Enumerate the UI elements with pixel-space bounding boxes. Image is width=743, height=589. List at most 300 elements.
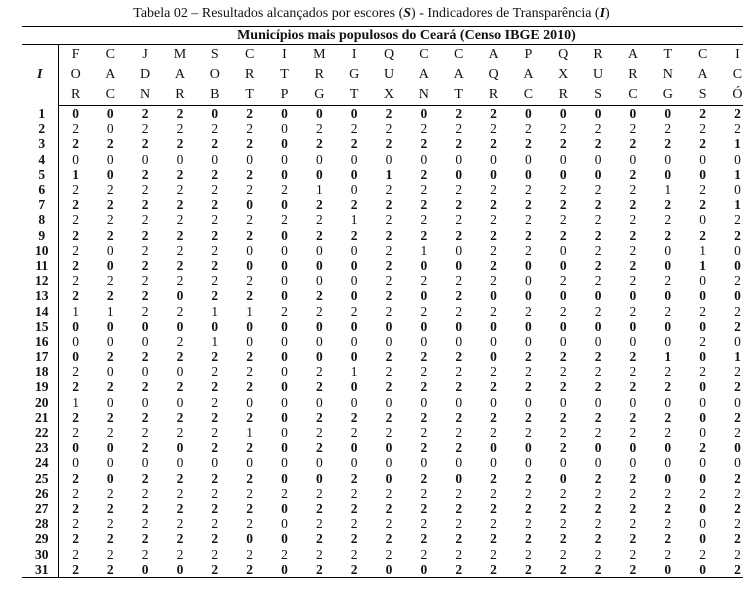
score-cell: 2	[420, 227, 428, 243]
score-cell: 2	[699, 136, 706, 152]
score-cell: 2	[350, 136, 358, 152]
column-header-letter: O	[70, 67, 81, 82]
score-cell: 2	[559, 440, 567, 456]
table-row	[22, 455, 743, 470]
score-cell: 0	[664, 166, 672, 182]
score-cell: 0	[490, 318, 497, 334]
score-cell: 2	[72, 546, 80, 562]
score-cell: 2	[141, 288, 149, 304]
column-header-letter: R	[244, 67, 255, 82]
score-cell: 2	[246, 364, 254, 380]
score-cell: 0	[525, 333, 532, 349]
indicator-number: 12	[22, 273, 58, 288]
score-cell: 1	[72, 303, 80, 319]
score-cell: 2	[455, 303, 463, 319]
score-cell: 0	[315, 455, 323, 471]
score-cell: 0	[106, 166, 114, 182]
score-cell: 0	[106, 333, 114, 349]
score-cell: 1	[211, 333, 219, 349]
score-cell: 1	[106, 303, 114, 319]
score-cell: 0	[734, 333, 741, 349]
score-cell: 0	[734, 257, 741, 273]
score-cell: 2	[350, 409, 358, 425]
score-cell: 0	[385, 318, 393, 334]
score-cell: 2	[72, 136, 80, 152]
score-cell: 2	[93, 562, 128, 578]
score-cell: 0	[106, 242, 114, 258]
score-cell: 2	[664, 379, 672, 395]
score-cell: 2	[559, 546, 567, 562]
score-cell: 0	[106, 318, 114, 334]
score-cell: 2	[629, 166, 637, 182]
score-cell: 2	[734, 516, 741, 532]
score-cell: 0	[176, 440, 184, 456]
score-cell: 2	[420, 440, 428, 456]
score-cell: 1	[699, 257, 706, 273]
score-cell: 2	[385, 364, 393, 380]
score-cell: 2	[594, 425, 602, 441]
score-cell: 2	[525, 182, 532, 198]
score-cell: 2	[246, 500, 254, 516]
score-cell: 2	[176, 333, 184, 349]
score-cell: 0	[525, 440, 532, 456]
score-cell: 2	[350, 485, 358, 501]
score-cell: 2	[525, 546, 532, 562]
table-row	[22, 182, 743, 197]
column-header-letter: N	[406, 85, 441, 106]
score-cell: 0	[72, 440, 80, 456]
score-cell: 2	[211, 182, 219, 198]
table-row	[22, 273, 743, 288]
score-cell: 2	[455, 349, 463, 365]
score-cell: 2	[594, 516, 602, 532]
column-header-letter: M	[313, 47, 326, 62]
corner-cell	[22, 27, 58, 45]
score-cell: 2	[594, 257, 602, 273]
column-header-letter: C	[697, 47, 708, 62]
score-cell: 2	[455, 121, 463, 137]
score-cell: 2	[734, 546, 741, 562]
score-cell: 2	[72, 288, 80, 304]
score-cell: 0	[315, 106, 323, 122]
score-cell: 0	[350, 394, 358, 410]
score-cell: 0	[594, 394, 602, 410]
column-header-letter: A	[174, 67, 186, 82]
score-cell: 0	[141, 333, 149, 349]
score-cell: 2	[490, 242, 497, 258]
score-cell: 2	[315, 440, 323, 456]
table-title: Municípios mais populosos do Ceará (Censo IBGE 2010)	[58, 27, 743, 45]
score-cell: 0	[559, 333, 567, 349]
score-cell: 2	[141, 121, 149, 137]
score-cell: 2	[350, 546, 358, 562]
score-cell: 0	[281, 121, 288, 137]
score-cell: 0	[211, 455, 219, 471]
column-header-letter: R	[58, 85, 93, 106]
score-cell: 2	[629, 227, 637, 243]
score-cell: 2	[594, 303, 602, 319]
score-cell: 0	[315, 349, 323, 365]
column-header-letter: T	[441, 85, 476, 106]
score-cell: 0	[350, 349, 358, 365]
score-cell: 0	[350, 288, 358, 304]
indicator-number: 29	[22, 531, 58, 546]
score-cell: 1	[420, 242, 428, 258]
score-cell: 0	[141, 151, 149, 167]
score-cell: 2	[72, 212, 80, 228]
score-cell: 2	[315, 121, 323, 137]
indicator-number: 21	[22, 410, 58, 425]
table-body	[22, 106, 743, 578]
score-cell: 2	[385, 136, 393, 152]
score-cell: 2	[72, 364, 80, 380]
indicator-number: 1	[22, 106, 58, 122]
score-cell: 2	[72, 409, 80, 425]
indicator-number: 18	[22, 364, 58, 379]
score-cell: 0	[734, 151, 741, 167]
score-cell: 0	[281, 409, 288, 425]
score-cell: 2	[490, 470, 497, 486]
score-cell: 2	[72, 425, 80, 441]
score-cell: 2	[490, 516, 497, 532]
score-cell: 2	[211, 379, 219, 395]
score-cell: 0	[559, 151, 567, 167]
score-cell: 0	[246, 151, 254, 167]
score-cell: 2	[594, 364, 602, 380]
score-cell: 2	[720, 562, 743, 578]
score-cell: 2	[211, 409, 219, 425]
score-cell: 1	[734, 136, 741, 152]
column-header-letter: A	[453, 67, 464, 82]
score-cell: 2	[734, 470, 741, 486]
score-cell: 0	[281, 136, 288, 152]
score-cell: 0	[664, 333, 672, 349]
score-cell: 0	[420, 333, 428, 349]
score-cell: 2	[420, 516, 428, 532]
score-cell: 2	[106, 197, 114, 213]
indicator-number: 19	[22, 379, 58, 394]
caption-i: I	[599, 6, 606, 21]
table-row	[22, 106, 743, 122]
score-cell: 0	[267, 562, 302, 578]
score-cell: 2	[106, 136, 114, 152]
score-cell: 2	[281, 182, 288, 198]
score-cell: 2	[664, 121, 672, 137]
score-cell: 0	[350, 440, 358, 456]
score-cell: 2	[664, 212, 672, 228]
score-cell: 2	[629, 364, 637, 380]
score-cell: 0	[455, 318, 463, 334]
score-cell: 2	[141, 273, 149, 289]
score-cell: 2	[490, 257, 497, 273]
score-cell: 2	[246, 227, 254, 243]
score-cell: 0	[559, 470, 567, 486]
score-cell: 2	[211, 136, 219, 152]
score-cell: 2	[594, 136, 602, 152]
score-cell: 0	[490, 166, 497, 182]
column-header-letter: R	[628, 67, 638, 82]
score-cell: 0	[106, 106, 114, 122]
score-cell: 2	[664, 409, 672, 425]
score-cell: 0	[490, 288, 497, 304]
column-header-letter: Ó	[720, 85, 743, 106]
score-cell: 2	[420, 425, 428, 441]
score-cell: 2	[72, 500, 80, 516]
score-cell: 2	[525, 425, 532, 441]
score-cell: 2	[315, 425, 323, 441]
score-cell: 1	[664, 349, 672, 365]
score-cell: 2	[385, 227, 393, 243]
score-cell: 2	[246, 409, 254, 425]
score-cell: 0	[455, 333, 463, 349]
column-header-letter: C	[454, 47, 464, 62]
score-cell: 2	[385, 288, 393, 304]
score-cell: 0	[281, 227, 288, 243]
score-cell: 2	[350, 227, 358, 243]
score-cell: 0	[72, 318, 80, 334]
table-row	[22, 334, 743, 349]
score-cell: 2	[629, 531, 637, 547]
score-cell: 2	[141, 303, 149, 319]
score-cell: 0	[629, 333, 637, 349]
score-cell: 2	[559, 409, 567, 425]
column-header-letter: N	[128, 85, 163, 106]
score-cell: 2	[664, 303, 672, 319]
score-cell: 2	[490, 227, 497, 243]
score-cell: 2	[246, 485, 254, 501]
score-cell: 0	[455, 257, 463, 273]
score-cell: 0	[455, 455, 463, 471]
score-cell: 2	[246, 470, 254, 486]
score-cell: 0	[559, 455, 567, 471]
score-cell: 2	[594, 485, 602, 501]
score-cell: 0	[385, 151, 393, 167]
caption-s: S	[403, 6, 412, 21]
score-cell: 0	[72, 106, 80, 122]
score-cell: 2	[594, 546, 602, 562]
score-cell: 0	[211, 106, 219, 122]
score-cell: 2	[211, 166, 219, 182]
score-cell: 2	[594, 531, 602, 547]
score-cell: 2	[420, 303, 428, 319]
score-cell: 2	[106, 516, 114, 532]
score-cell: 0	[525, 257, 532, 273]
score-cell: 0	[594, 440, 602, 456]
score-cell: 2	[141, 257, 149, 273]
score-cell: 0	[385, 333, 393, 349]
score-cell: 0	[734, 182, 741, 198]
score-cell: 2	[629, 197, 637, 213]
indicator-number: 27	[22, 501, 58, 516]
score-cell: 2	[559, 121, 567, 137]
score-cell: 2	[211, 470, 219, 486]
score-cell: 2	[629, 485, 637, 501]
score-cell: 2	[664, 485, 672, 501]
score-cell: 0	[525, 455, 532, 471]
score-cell: 0	[281, 364, 288, 380]
score-cell: 0	[525, 273, 532, 289]
score-cell: 2	[72, 485, 80, 501]
score-cell: 0	[72, 349, 80, 365]
column-header-letter: F	[71, 47, 80, 62]
score-cell: 2	[385, 197, 393, 213]
score-cell: 2	[581, 562, 616, 578]
score-cell: 2	[385, 485, 393, 501]
score-cell: 2	[559, 273, 567, 289]
score-cell: 0	[281, 106, 288, 122]
score-cell: 2	[385, 273, 393, 289]
score-cell: 2	[385, 379, 393, 395]
score-cell: 2	[420, 379, 428, 395]
score-cell: 2	[594, 349, 602, 365]
column-header-letter: B	[197, 85, 232, 106]
score-cell: 0	[106, 394, 114, 410]
column-header-letter: T	[232, 85, 267, 106]
indicator-number: 2	[22, 121, 58, 136]
score-cell: 2	[176, 470, 184, 486]
column-header-letter: U	[383, 67, 395, 82]
score-cell: 2	[559, 182, 567, 198]
score-cell: 2	[176, 379, 184, 395]
score-cell: 2	[490, 485, 497, 501]
column-header-letter: M	[173, 47, 187, 62]
score-cell: 2	[455, 136, 463, 152]
table-row	[22, 379, 743, 394]
score-cell: 0	[699, 379, 706, 395]
score-cell: 2	[525, 500, 532, 516]
score-cell: 2	[699, 364, 706, 380]
score-cell: 2	[420, 121, 428, 137]
score-cell: 0	[176, 151, 184, 167]
score-cell: 2	[664, 273, 672, 289]
score-cell: 2	[559, 516, 567, 532]
score-cell: 2	[176, 121, 184, 137]
score-cell: 2	[525, 516, 532, 532]
score-cell: 0	[664, 242, 672, 258]
score-cell: 0	[734, 242, 741, 258]
score-cell: 2	[455, 212, 463, 228]
table-row	[22, 258, 743, 273]
table-row	[22, 546, 743, 561]
score-cell: 0	[455, 394, 463, 410]
indicator-number: 11	[22, 258, 58, 273]
indicator-number: 25	[22, 471, 58, 486]
score-cell: 2	[420, 166, 428, 182]
score-cell: 2	[141, 485, 149, 501]
score-cell: 0	[455, 151, 463, 167]
score-cell: 0	[315, 166, 323, 182]
table-row	[22, 349, 743, 364]
score-cell: 0	[385, 440, 393, 456]
column-header-letter: A	[697, 67, 708, 82]
score-cell: 0	[350, 455, 358, 471]
score-cell: 2	[211, 288, 219, 304]
score-cell: 2	[176, 242, 184, 258]
score-cell: 2	[281, 212, 288, 228]
column-header-letter: I	[735, 47, 740, 62]
score-cell: 2	[385, 242, 393, 258]
score-cell: 0	[350, 106, 358, 122]
score-cell: 0	[525, 288, 532, 304]
score-cell: 2	[211, 364, 219, 380]
score-cell: 0	[106, 470, 114, 486]
score-cell: 0	[629, 394, 637, 410]
score-cell: 2	[664, 364, 672, 380]
score-cell: 2	[594, 227, 602, 243]
score-cell: 2	[106, 212, 114, 228]
score-cell: 2	[385, 409, 393, 425]
indicator-number: 4	[22, 152, 58, 167]
score-cell: 2	[664, 531, 672, 547]
score-cell: 2	[385, 349, 393, 365]
score-cell: 0	[490, 333, 497, 349]
score-cell: 2	[106, 288, 114, 304]
score-cell: 0	[559, 106, 567, 122]
score-cell: 2	[350, 470, 358, 486]
table-row	[22, 410, 743, 425]
score-cell: 2	[211, 440, 219, 456]
score-cell: 2	[211, 546, 219, 562]
score-cell: 0	[176, 288, 184, 304]
score-cell: 2	[559, 303, 567, 319]
score-cell: 0	[559, 257, 567, 273]
score-cell: 2	[176, 425, 184, 441]
indicator-number: 3	[22, 136, 58, 151]
score-cell: 2	[211, 227, 219, 243]
score-cell: 2	[420, 197, 428, 213]
score-cell: 0	[664, 394, 672, 410]
score-cell: 2	[350, 500, 358, 516]
score-cell: 2	[420, 470, 428, 486]
score-cell: 2	[525, 531, 532, 547]
score-cell: 2	[594, 121, 602, 137]
score-cell: 2	[176, 531, 184, 547]
score-cell: 1	[211, 303, 219, 319]
score-cell: 2	[699, 485, 706, 501]
score-cell: 0	[246, 333, 254, 349]
score-cell: 2	[490, 409, 497, 425]
indicator-number: 26	[22, 486, 58, 501]
score-cell: 0	[699, 409, 706, 425]
score-cell: 0	[699, 425, 706, 441]
table-caption	[0, 6, 743, 22]
score-cell: 0	[246, 455, 254, 471]
indicator-number: 14	[22, 303, 58, 318]
score-cell: 0	[699, 318, 706, 334]
score-cell: 0	[106, 455, 114, 471]
score-cell: 2	[246, 166, 254, 182]
score-cell: 2	[315, 500, 323, 516]
score-cell: 0	[246, 531, 254, 547]
caption-prefix: Tabela 02 – Resultados alcançados por escores (	[133, 6, 404, 21]
column-header-letter: R	[546, 85, 581, 106]
score-cell: 2	[315, 546, 323, 562]
score-cell: 2	[385, 106, 393, 122]
score-cell: 2	[594, 409, 602, 425]
indicator-number: 5	[22, 167, 58, 182]
score-cell: 2	[699, 197, 706, 213]
score-cell: 0	[699, 455, 706, 471]
score-cell: 2	[616, 562, 651, 578]
caption-suffix: )	[605, 6, 610, 21]
column-header-letter: A	[105, 67, 116, 82]
score-cell: 2	[664, 227, 672, 243]
score-cell: 2	[176, 182, 184, 198]
score-cell: 1	[734, 349, 741, 365]
score-cell: 2	[72, 516, 80, 532]
score-cell: 0	[176, 318, 184, 334]
table-row	[22, 486, 743, 501]
